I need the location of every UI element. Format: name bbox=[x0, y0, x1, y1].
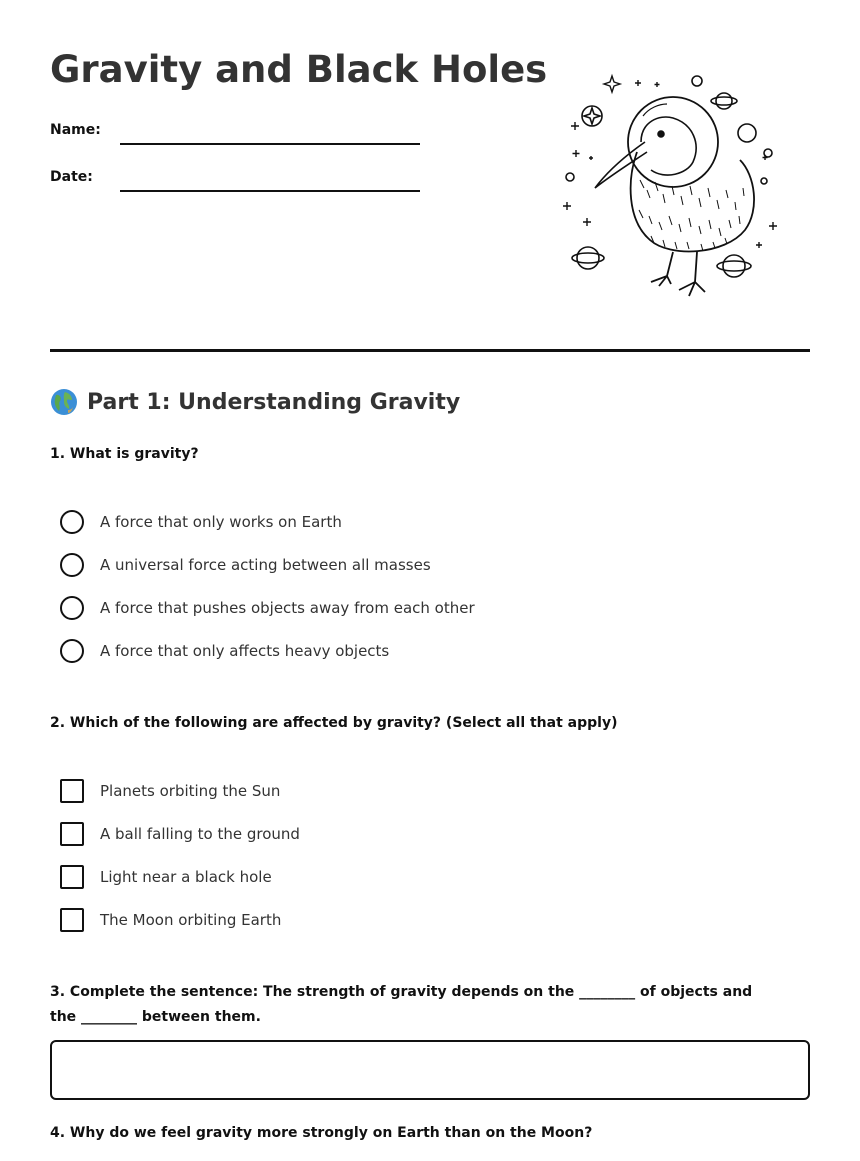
radio-button[interactable] bbox=[60, 639, 84, 663]
q1-option-1[interactable] bbox=[60, 510, 342, 534]
date-field[interactable] bbox=[120, 190, 420, 192]
q1-option-2[interactable] bbox=[60, 553, 431, 577]
planet-icon bbox=[717, 255, 751, 277]
name-label: Name: bbox=[50, 122, 101, 138]
q2-option-1[interactable] bbox=[60, 779, 280, 803]
astronaut-kiwi-illustration bbox=[555, 70, 785, 305]
q1-option-4[interactable] bbox=[60, 639, 389, 663]
sparkle-icon bbox=[563, 76, 777, 248]
radio-button[interactable] bbox=[60, 596, 84, 620]
option-label: A universal force acting between all masses bbox=[100, 556, 431, 574]
q2-option-2[interactable] bbox=[60, 822, 300, 846]
radio-button[interactable] bbox=[60, 510, 84, 534]
option-label: Planets orbiting the Sun bbox=[100, 782, 281, 800]
option-label: A force that only affects heavy objects bbox=[100, 642, 390, 660]
worksheet-title: Gravity and Black Holes bbox=[50, 48, 548, 91]
header-divider bbox=[50, 349, 810, 352]
part1-title bbox=[50, 388, 460, 416]
planet-icon bbox=[572, 247, 604, 269]
question-1: 1. What is gravity? bbox=[50, 446, 199, 462]
question-4: 4. Why do we feel gravity more strongly on Earth than on the Moon? bbox=[50, 1125, 593, 1141]
checkbox[interactable] bbox=[60, 779, 84, 803]
radio-button[interactable] bbox=[60, 553, 84, 577]
option-label: A force that only works on Earth bbox=[100, 513, 342, 531]
date-label: Date: bbox=[50, 169, 93, 185]
name-field[interactable] bbox=[120, 143, 420, 145]
q1-option-3[interactable] bbox=[60, 596, 475, 620]
q2-option-3[interactable] bbox=[60, 865, 272, 889]
checkbox[interactable] bbox=[60, 865, 84, 889]
checkbox[interactable] bbox=[60, 822, 84, 846]
option-label: A force that pushes objects away from each other bbox=[100, 599, 475, 617]
option-label: The Moon orbiting Earth bbox=[100, 911, 282, 929]
option-label: A ball falling to the ground bbox=[100, 825, 300, 843]
question-3: 3. Complete the sentence: The strength of gravity depends on the ________ of objects and the ________ between them. bbox=[50, 984, 753, 1025]
checkbox[interactable] bbox=[60, 908, 84, 932]
option-label: Light near a black hole bbox=[100, 868, 272, 886]
globe-icon bbox=[50, 388, 78, 416]
part1-title-text: Part 1: Understanding Gravity bbox=[87, 389, 461, 415]
q2-option-4[interactable] bbox=[60, 908, 281, 932]
question-2: 2. Which of the following are affected by gravity? (Select all that apply) bbox=[50, 715, 618, 731]
planet-icon bbox=[711, 93, 737, 109]
q3-answer-field[interactable] bbox=[50, 1040, 810, 1100]
